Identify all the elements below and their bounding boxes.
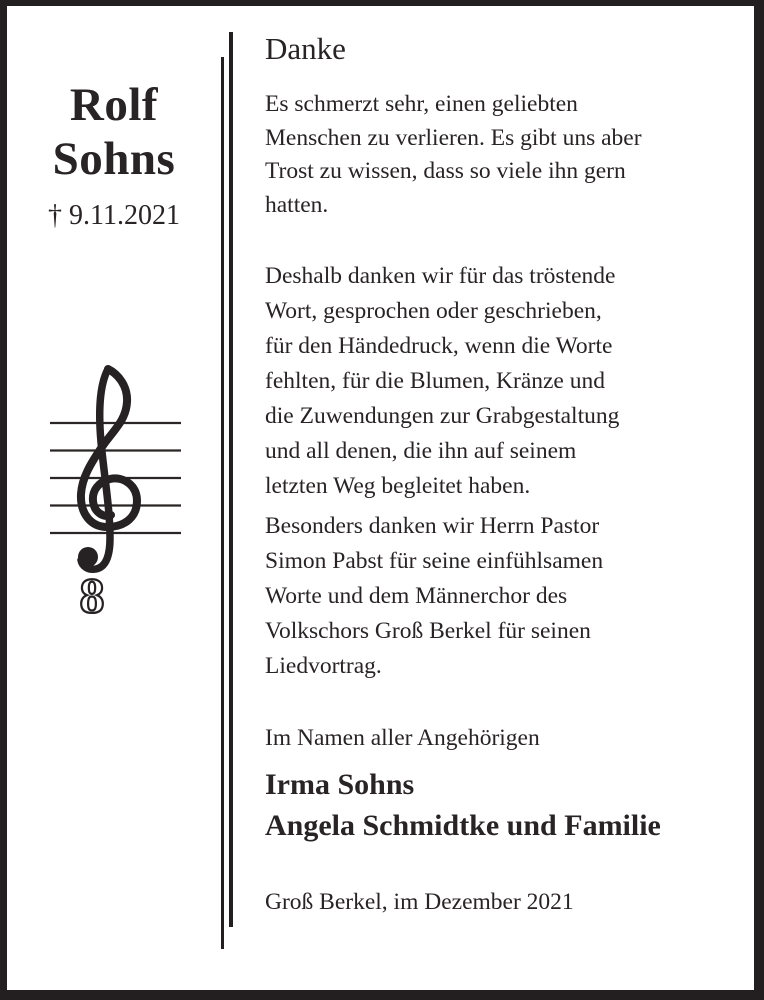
text-line: Menschen zu verlieren. Es gibt uns aber [265, 124, 642, 151]
death-date: † 9.11.2021 [48, 200, 180, 231]
text-line: Volkschors Groß Berkel für seinen [265, 618, 591, 644]
text-line: Es schmerzt sehr, einen geliebten [265, 91, 578, 117]
thanks-paragraph-1 [265, 88, 757, 222]
divider-rule-thick [229, 32, 233, 927]
place-date-line: Groß Berkel, im Dezember 2021 [265, 889, 574, 915]
thanks-paragraph-3 [265, 509, 757, 684]
text-line: für den Händedruck, wenn die Worte [265, 333, 613, 359]
text-line: und all denen, die ihn auf seinem [265, 438, 577, 464]
text-line: Besonders danken wir Herrn Pastor [265, 513, 600, 539]
treble-clef-staff-icon [40, 360, 190, 620]
text-line: Wort, gesprochen oder geschrieben, [265, 298, 602, 324]
deceased-first-name: Rolf [69, 79, 159, 131]
octave-8-glyph: 8 [79, 567, 105, 620]
text-line: die Zuwendungen zur Grabgestaltung [265, 403, 620, 429]
text-line: Trost zu wissen, dass so viele ihn gern [265, 158, 626, 184]
text-line: Liedvortrag. [265, 653, 382, 679]
text-line: Worte und dem Männerchor des [265, 583, 568, 609]
treble-clef-icon [78, 369, 137, 569]
deceased-name [7, 78, 221, 186]
divider-rule-thin [221, 57, 224, 949]
thanks-paragraph-2 [265, 259, 757, 504]
in-name-of-line: Im Namen aller Angehörigen [265, 725, 540, 751]
text-line: Irma Sohns [265, 768, 415, 801]
text-line: Simon Pabst für seine einfühlsamen [265, 548, 604, 574]
text-line: fehlten, für die Blumen, Kränze und [265, 368, 605, 394]
text-line: hatten. [265, 191, 329, 218]
mourner-names [265, 765, 757, 846]
text-line: Angela Schmidtke und Familie [265, 808, 661, 842]
deceased-last-name: Sohns [52, 133, 176, 185]
thanks-heading: Danke [265, 31, 346, 66]
text-line: letzten Weg begleitet haben. [265, 473, 531, 499]
text-line: Deshalb danken wir für das tröstende [265, 263, 616, 289]
